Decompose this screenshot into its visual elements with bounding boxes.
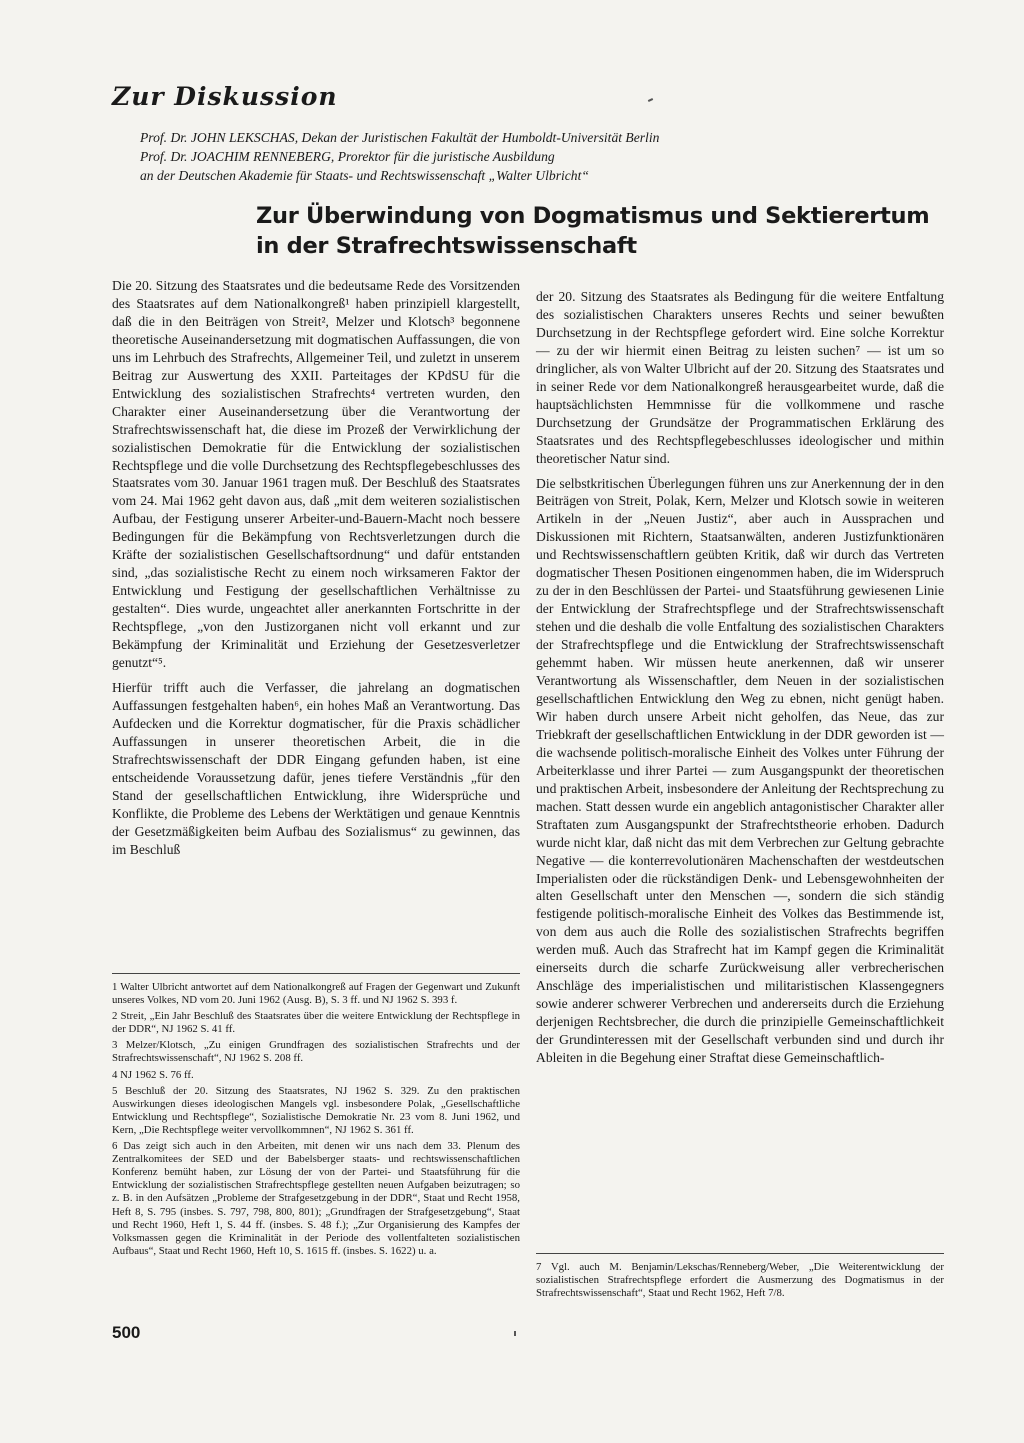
- paragraph: Hierfür trifft auch die Verfasser, die jahrelang an dogmatischen Auffassungen festgehalten haben⁶, ein hohes Maß an Verantwortung. Das Aufdecken und die Korrektur dogmatischer, für die Praxis schädlicher Auffassungen in unserer theoretischen Arbeit, die in die Strafrechtswissenschaft der DDR Eingang gefunden haben, ist eine entscheidende Voraussetzung dafür, jenes tiefere Verständnis „für den Stand der gesellschaftlichen Entwicklung, ihre Widersprüche und Konflikte, die Probleme des Lebens der Werktätigen und genaue Kenntnis der Gesetzmäßigkeiten beim Aufbau des Sozialismus“ zu gewinnen, das im Beschluß: [112, 679, 520, 857]
- footnote-divider: [536, 1253, 944, 1254]
- author-block: [140, 128, 920, 185]
- footnote: 7 Vgl. auch M. Benjamin/Lekschas/Renneberg/Weber, „Die Weiterentwicklung der sozialistischen Strafrechtspflege erfordert die Ausmerzung des Dogmatismus in der Strafrechtswissenschaft“, Staat und Recht 1962, Heft 7/8.: [536, 1261, 944, 1300]
- body-column-right: [536, 288, 944, 1067]
- author-line: Prof. Dr. JOHN LEKSCHAS, Dekan der Juristischen Fakultät der Humboldt-Universität Berlin: [140, 130, 660, 145]
- footnote: 5 Beschluß der 20. Sitzung des Staatsrates, NJ 1962 S. 329. Zu den praktischen Auswirkungen dieses ideologischen Mangels vgl. insbesondere Polak, „Gesellschaftliche Entwicklung und Rechtspflege“, Sozialistische Demokratie Nr. 23 vom 8. Juni 1962, und Kern, „Die Rechtspflege weiter vervollkommnen“, NJ 1962 S. 361 ff.: [112, 1084, 520, 1136]
- section-title: Zur Diskussion: [112, 82, 338, 111]
- paragraph: Die 20. Sitzung des Staatsrates und die bedeutsame Rede des Vorsitzenden des Staatsrates auf dem Nationalkongreß¹ haben prinzipiell klargestellt, daß die in den Beiträgen von Streit², Melzer und Klotsch³ begonnene theoretische Auseinandersetzung mit dogmatischen Auffassungen, die von uns im Lehrbuch des Strafrechts, Allgemeiner Teil, und zuletzt in unserem Beitrag zur Auswertung des XXII. Parteitages der KPdSU für die Entwicklung des sozialistischen Strafrechts⁴ vertreten wurden, den Charakter einer Auseinandersetzung über die Verantwortung der Strafrechtswissenschaft hat, die diese im Prozeß der Verwirklichung der sozialistischen Demokratie für die Entwicklung der sozialistischen Rechtspflege und die volle Durchsetzung des Rechtspflegebeschlusses des Staatsrates vom 30. Januar 1961 tragen muß. Der Beschluß des Staatsrates vom 24. Mai 1962 geht davon aus, daß „mit dem weiteren sozialistischen Aufbau, der Festigung unserer Arbeiter-und-Bauern-Macht noch bessere Bedingungen für die Bekämpfung von Rechtsverletzungen durch die Kräfte der sozialistischen Gesellschaftsordnung“ und dafür entstanden sind, „das sozialistische Recht zu einem noch wirksameren Faktor der Entwicklung und Festigung der gesellschaftlichen Verhältnisse zu gestalten“. Dies wurde, ungeachtet aller anerkannten Fortschritte in der Rechtspflege, „von den Justizorganen nicht voll erkannt und zur Bekämpfung der Kriminalität und Erziehung der Gesetzesverletzer genutzt“⁵.: [112, 278, 520, 671]
- author-line: Prof. Dr. JOACHIM RENNEBERG, Prorektor für die juristische Ausbildung: [140, 149, 555, 164]
- author-line: an der Deutschen Akademie für Staats- und Rechtswissenschaft „Walter Ulbricht“: [140, 168, 589, 183]
- headline-line: Zur Überwindung von Dogmatismus und Sektierertum: [256, 203, 930, 229]
- paragraph: Die selbstkritischen Überlegungen führen uns zur Anerkennung der in den Beiträgen von Streit, Polak, Kern, Melzer und Klotsch sowie in weiteren Artikeln in der „Neuen Justiz“, aber auch in Aussprachen und Diskussionen mit Richtern, Staatsanwälten, anderen Justizfunktionären und Rechtswissenschaftlern geübten Kritik, daß wir durch das Vertreten dogmatischer Thesen Positionen eingenommen haben, die im Widerspruch zu der in den Beschlüssen der Partei- und Staatsführung gewiesenen Linie der Entwicklung der Strafrechtspflege und der Strafrechtswissenschaft stehen und die deshalb die volle Entfaltung des sozialistischen Charakters der Strafrechtspflege und die Entwicklung der Strafrechtswissenschaft gehemmt haben. Wir müssen heute anerkennen, daß wir unserer Verantwortung als Wissenschaftler, dem Neuen in der sozialistischen gesellschaftlichen Entwicklung den Weg zu ebnen, nicht genügt haben. Wir haben durch unsere Arbeit nicht geholfen, das Neue, das zur Triebkraft der gesellschaftlichen Entwicklung in der DDR geworden ist — die wachsende politisch-moralische Einheit des Volkes unter Führung der Arbeiterklasse und ihrer Partei — zum Ausgangspunkt der theoretischen und praktischen Arbeit, insbesondere der Anleitung der Rechtsprechung zu machen. Statt dessen wurde ein angeblich antagonistischer Charakter aller Straftaten zum Ausgangspunkt der Strafrechtstheorie erhoben. Dadurch wurde nicht klar, daß nicht das mit dem Verbrechen zur Geltung gebrachte Negative — die konterrevolutionären Machenschaften der westdeutschen Imperialisten oder die rückständigen Denk- und Lebensgewohnheiten der alten Gesellschaft unter den Menschen —, sondern die sich ständig festigende politisch-moralische Einheit des Volkes das Bestimmende ist, von dem aus auch die Rolle des sozialistischen Strafrechts begriffen werden muß. Auch das Strafrecht hat im Kampf gegen die Kriminalität einerseits durch die scharfe Zurückweisung aller verbrecherischen Anschläge des imperialistischen und militaristischen Klassengegners sowie anderer schwerer Verbrechen und andererseits durch die Erziehung derjenigen Rechtsbrecher, die durch die prinzipielle Gemeinschaftlichkeit der Grundinteressen mit der Gesellschaft verbunden sind und durch ihr Ableiten in die Begehung einer Straftat diese Gemeinschaftlich-: [536, 475, 944, 1066]
- body-column-left: [112, 277, 520, 859]
- footnote: 4 NJ 1962 S. 76 ff.: [112, 1068, 194, 1081]
- footnote: 3 Melzer/Klotsch, „Zu einigen Grundfragen des sozialistischen Strafrechts und der Strafrechtswissenschaft“, NJ 1962 S. 208 ff.: [112, 1039, 520, 1065]
- footnotes-right: [536, 1261, 944, 1300]
- page-number: 500: [112, 1323, 141, 1342]
- scan-speck: [648, 98, 653, 102]
- paragraph: der 20. Sitzung des Staatsrates als Bedingung für die weitere Entfaltung des sozialistischen Charakters unseres Rechts und seiner bewußten Durchsetzung in der Rechtspflege gefordert wird. Eine solche Korrektur — zu der wir hiermit einen Beitrag zu leisten suchen⁷ — ist um so dringlicher, als von Walter Ulbricht auf der 20. Sitzung des Staatsrates und in seiner Rede vor dem Nationalkongreß herausgearbeitet wurde, daß die hauptsächlichsten Hemmnisse für die vollkommene und rasche Durchsetzung der Grundsätze der Programmatischen Erklärung des Staatsrates und des Rechtspflegebeschlusses ideologischer und mithin theoretischer Natur sind.: [536, 289, 944, 466]
- footnote-divider: [112, 973, 520, 974]
- footnotes-left: [112, 981, 520, 1258]
- footnote: 1 Walter Ulbricht antwortet auf dem Nationalkongreß auf Fragen der Gegenwart und Zukunft unseres Volkes, ND vom 20. Juni 1962 (Ausg. B), S. 3 ff. und NJ 1962 S. 393 f.: [112, 981, 520, 1007]
- footnote: 6 Das zeigt sich auch in den Arbeiten, mit denen wir uns nach dem 33. Plenum des Zentralkomitees der SED und der Babelsberger staats- und rechtswissenschaftlichen Konferenz bemüht haben, zur Lösung der von der Partei- und Staatsführung für die Entwicklung der sozialistischen Strafrechtspflege gestellten neuen Aufgaben beizutragen; so z. B. in den Aufsätzen „Probleme der Strafgesetzgebung in der DDR“, Staat und Recht 1958, Heft 8, S. 795 (insbes. S. 797, 798, 800, 801); „Grundfragen der Strafgesetzgebung“, Staat und Recht 1960, Heft 1, S. 44 ff. (insbes. S. 48 f.); „Zur Organisierung des Kampfes der Volksmassen gegen die Kriminalität in der Periode des vollentfalteten sozialistischen Aufbaus“, Staat und Recht 1960, Heft 10, S. 1615 ff. (insbes. S. 1622) u. a.: [112, 1140, 520, 1257]
- scan-speck: [514, 1331, 516, 1336]
- article-headline: [256, 201, 936, 261]
- headline-line: in der Strafrechtswissenschaft: [256, 233, 637, 259]
- footnote: 2 Streit, „Ein Jahr Beschluß des Staatsrates über die weitere Entwicklung der Rechtspflege in der DDR“, NJ 1962 S. 41 ff.: [112, 1010, 520, 1036]
